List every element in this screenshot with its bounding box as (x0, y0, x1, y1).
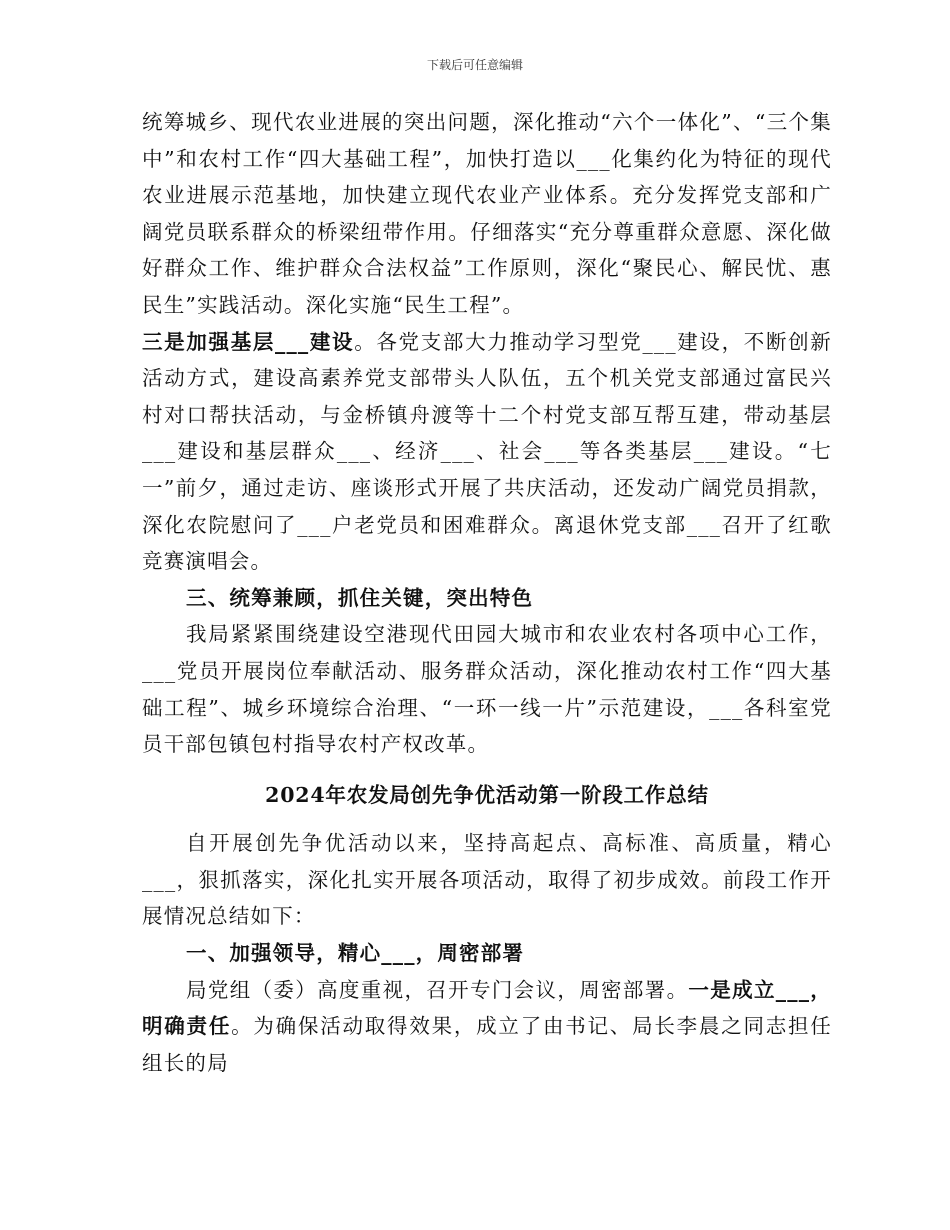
paragraph-4: 自开展创先争优活动以来，坚持高起点、高标准、高质量，精心___，狠抓落实，深化扎实开展各项活动，取得了初步成效。前段工作开展情况总结如下： (142, 831, 832, 929)
paragraph-2 (142, 324, 832, 580)
document-title: 2024年农发局创先争优活动第一阶段工作总结 (265, 782, 709, 807)
section-heading-3: 三、统筹兼顾，抓住关键，突出特色 (186, 585, 534, 610)
paragraph-2-lead: 三是加强基层___建设 (142, 329, 355, 354)
section-heading-1: 一、加强领导，精心___，周密部署 (186, 941, 525, 966)
paragraph-2-body: 。各党支部大力推动学习型党___建设，不断创新活动方式，建设高素养党支部带头人队伍，五个机关党支部通过富民兴村对口帮扶活动，与金桥镇舟渡等十二个村党支部互帮互建，带动基层___建设和基层群众___、经济___、社会___等各类基层___建设。“七一”前夕，通过走访、座谈形式开展了共庆活动，还发动广阔党员捐款，深化农院慰问了___户老党员和困难群众。离退休党支部___召开了红歌竞赛演唱会。 (142, 329, 832, 574)
paragraph-1: 统筹城乡、现代农业进展的突出问题，深化推动“六个一体化”、“三个集中”和农村工作“四大基础工程”，加快打造以___化集约化为特征的现代农业进展示范基地，加快建立现代农业产业体系。充分发挥党支部和广阔党员联系群众的桥梁纽带作用。仔细落实“充分尊重群众意愿、深化做好群众工作、维护群众合法权益”工作原则，深化“聚民心、解民忧、惠民生”实践活动。深化实施“民生工程”。 (142, 110, 832, 317)
paragraph-5 (142, 972, 832, 1082)
paragraph-5-start: 局党组（委）高度重视，召开专门会议，周密部署。 (186, 977, 689, 1002)
paragraph-3: 我局紧紧围绕建设空港现代田园大城市和农业农村各项中心工作，___党员开展岗位奉献活动、服务群众活动，深化推动农村工作“四大基础工程”、城乡环境综合治理、“一环一线一片”示范建设，___各科室党员干部包镇包村指导农村产权改革。 (142, 622, 832, 757)
document-body (142, 104, 832, 1081)
paragraph-5-lead: 一是成立___，明确责任 (142, 977, 832, 1039)
paragraph-5-body: 。为确保活动取得效果，成立了由书记、局长李晨之同志担任组长的局 (142, 1014, 832, 1075)
page-header: 下载后可任意编辑 (426, 58, 523, 72)
